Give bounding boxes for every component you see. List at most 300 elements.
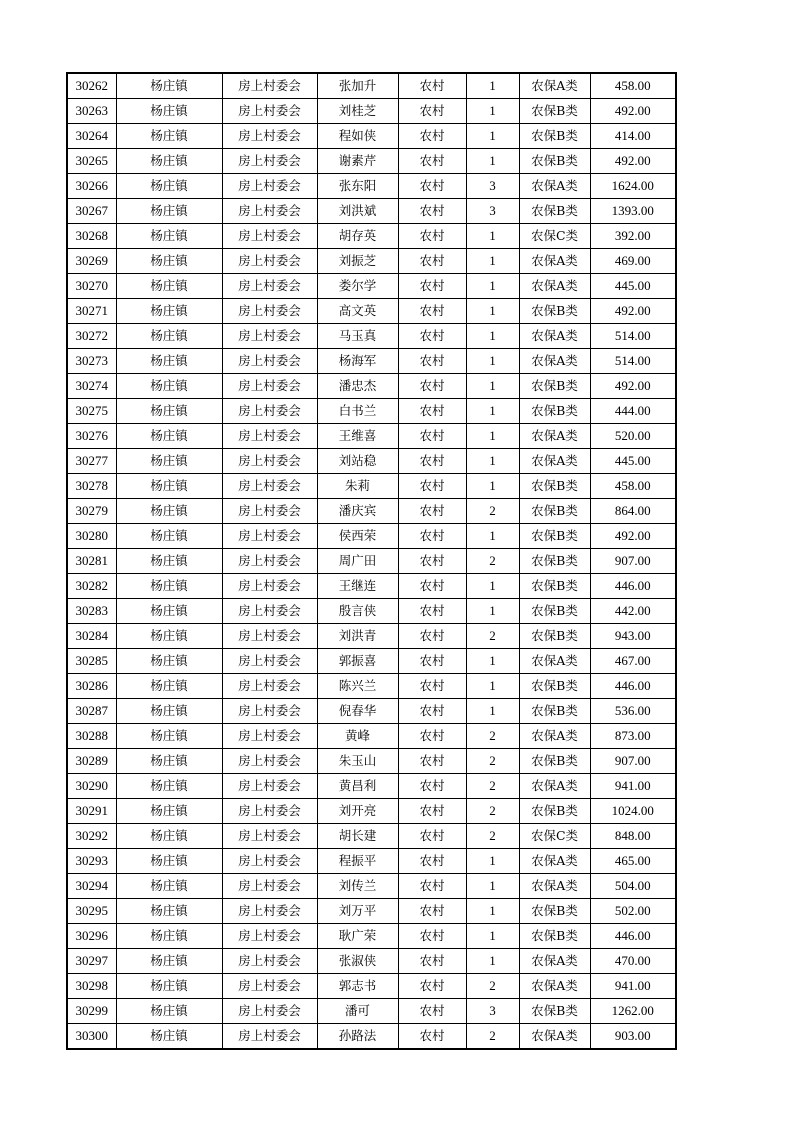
village-committee-cell: 房上村委会 bbox=[222, 574, 317, 599]
person-name-cell: 程振平 bbox=[317, 849, 398, 874]
town-cell: 杨庄镇 bbox=[116, 599, 222, 624]
person-name-cell: 陈兴兰 bbox=[317, 674, 398, 699]
record-id-cell: 30296 bbox=[67, 924, 116, 949]
village-committee-cell: 房上村委会 bbox=[222, 624, 317, 649]
town-cell: 杨庄镇 bbox=[116, 824, 222, 849]
insurance-category-cell: 农保C类 bbox=[519, 824, 590, 849]
insurance-category-cell: 农保B类 bbox=[519, 899, 590, 924]
household-count-cell: 1 bbox=[466, 424, 519, 449]
record-id-cell: 30295 bbox=[67, 899, 116, 924]
insurance-category-cell: 农保A类 bbox=[519, 774, 590, 799]
insurance-category-cell: 农保A类 bbox=[519, 274, 590, 299]
town-cell: 杨庄镇 bbox=[116, 649, 222, 674]
insurance-category-cell: 农保A类 bbox=[519, 349, 590, 374]
record-id-cell: 30266 bbox=[67, 174, 116, 199]
record-id-cell: 30271 bbox=[67, 299, 116, 324]
insurance-category-cell: 农保A类 bbox=[519, 73, 590, 99]
record-id-cell: 30289 bbox=[67, 749, 116, 774]
town-cell: 杨庄镇 bbox=[116, 499, 222, 524]
insurance-category-cell: 农保B类 bbox=[519, 124, 590, 149]
town-cell: 杨庄镇 bbox=[116, 449, 222, 474]
amount-cell: 492.00 bbox=[590, 99, 676, 124]
table-row bbox=[67, 249, 676, 274]
record-id-cell: 30274 bbox=[67, 374, 116, 399]
amount-cell: 873.00 bbox=[590, 724, 676, 749]
table-row bbox=[67, 499, 676, 524]
household-count-cell: 1 bbox=[466, 524, 519, 549]
area-type-cell: 农村 bbox=[398, 849, 466, 874]
amount-cell: 907.00 bbox=[590, 549, 676, 574]
household-count-cell: 2 bbox=[466, 1024, 519, 1050]
household-count-cell: 2 bbox=[466, 499, 519, 524]
person-name-cell: 黄峰 bbox=[317, 724, 398, 749]
amount-cell: 445.00 bbox=[590, 449, 676, 474]
insurance-category-cell: 农保A类 bbox=[519, 949, 590, 974]
area-type-cell: 农村 bbox=[398, 199, 466, 224]
insurance-category-cell: 农保A类 bbox=[519, 249, 590, 274]
village-committee-cell: 房上村委会 bbox=[222, 299, 317, 324]
household-count-cell: 1 bbox=[466, 399, 519, 424]
table-row bbox=[67, 324, 676, 349]
household-count-cell: 1 bbox=[466, 674, 519, 699]
town-cell: 杨庄镇 bbox=[116, 699, 222, 724]
person-name-cell: 刘站稳 bbox=[317, 449, 398, 474]
records-table-body bbox=[67, 73, 676, 1049]
amount-cell: 504.00 bbox=[590, 874, 676, 899]
town-cell: 杨庄镇 bbox=[116, 974, 222, 999]
area-type-cell: 农村 bbox=[398, 874, 466, 899]
area-type-cell: 农村 bbox=[398, 149, 466, 174]
amount-cell: 446.00 bbox=[590, 574, 676, 599]
town-cell: 杨庄镇 bbox=[116, 999, 222, 1024]
village-committee-cell: 房上村委会 bbox=[222, 199, 317, 224]
table-row bbox=[67, 724, 676, 749]
village-committee-cell: 房上村委会 bbox=[222, 699, 317, 724]
area-type-cell: 农村 bbox=[398, 774, 466, 799]
village-committee-cell: 房上村委会 bbox=[222, 824, 317, 849]
town-cell: 杨庄镇 bbox=[116, 149, 222, 174]
table-row bbox=[67, 774, 676, 799]
area-type-cell: 农村 bbox=[398, 649, 466, 674]
household-count-cell: 2 bbox=[466, 824, 519, 849]
area-type-cell: 农村 bbox=[398, 749, 466, 774]
town-cell: 杨庄镇 bbox=[116, 524, 222, 549]
person-name-cell: 侯西荣 bbox=[317, 524, 398, 549]
person-name-cell: 程如侠 bbox=[317, 124, 398, 149]
person-name-cell: 刘振芝 bbox=[317, 249, 398, 274]
table-row bbox=[67, 124, 676, 149]
household-count-cell: 1 bbox=[466, 224, 519, 249]
household-count-cell: 2 bbox=[466, 799, 519, 824]
record-id-cell: 30298 bbox=[67, 974, 116, 999]
person-name-cell: 谢素芹 bbox=[317, 149, 398, 174]
town-cell: 杨庄镇 bbox=[116, 474, 222, 499]
amount-cell: 492.00 bbox=[590, 149, 676, 174]
village-committee-cell: 房上村委会 bbox=[222, 799, 317, 824]
person-name-cell: 马玉真 bbox=[317, 324, 398, 349]
amount-cell: 514.00 bbox=[590, 324, 676, 349]
insurance-category-cell: 农保B类 bbox=[519, 699, 590, 724]
household-count-cell: 1 bbox=[466, 699, 519, 724]
person-name-cell: 耿广荣 bbox=[317, 924, 398, 949]
amount-cell: 392.00 bbox=[590, 224, 676, 249]
area-type-cell: 农村 bbox=[398, 349, 466, 374]
person-name-cell: 王维喜 bbox=[317, 424, 398, 449]
person-name-cell: 王继连 bbox=[317, 574, 398, 599]
table-row bbox=[67, 574, 676, 599]
insurance-category-cell: 农保C类 bbox=[519, 224, 590, 249]
record-id-cell: 30290 bbox=[67, 774, 116, 799]
town-cell: 杨庄镇 bbox=[116, 274, 222, 299]
village-committee-cell: 房上村委会 bbox=[222, 124, 317, 149]
amount-cell: 1024.00 bbox=[590, 799, 676, 824]
person-name-cell: 殷言侠 bbox=[317, 599, 398, 624]
area-type-cell: 农村 bbox=[398, 174, 466, 199]
household-count-cell: 1 bbox=[466, 474, 519, 499]
insurance-category-cell: 农保B类 bbox=[519, 924, 590, 949]
table-row bbox=[67, 349, 676, 374]
area-type-cell: 农村 bbox=[398, 574, 466, 599]
record-id-cell: 30273 bbox=[67, 349, 116, 374]
record-id-cell: 30292 bbox=[67, 824, 116, 849]
town-cell: 杨庄镇 bbox=[116, 674, 222, 699]
person-name-cell: 孙路法 bbox=[317, 1024, 398, 1050]
record-id-cell: 30276 bbox=[67, 424, 116, 449]
area-type-cell: 农村 bbox=[398, 374, 466, 399]
household-count-cell: 1 bbox=[466, 599, 519, 624]
village-committee-cell: 房上村委会 bbox=[222, 399, 317, 424]
amount-cell: 458.00 bbox=[590, 73, 676, 99]
amount-cell: 470.00 bbox=[590, 949, 676, 974]
household-count-cell: 1 bbox=[466, 99, 519, 124]
record-id-cell: 30267 bbox=[67, 199, 116, 224]
record-id-cell: 30291 bbox=[67, 799, 116, 824]
insurance-category-cell: 农保B类 bbox=[519, 674, 590, 699]
area-type-cell: 农村 bbox=[398, 124, 466, 149]
village-committee-cell: 房上村委会 bbox=[222, 974, 317, 999]
record-id-cell: 30282 bbox=[67, 574, 116, 599]
insurance-category-cell: 农保B类 bbox=[519, 524, 590, 549]
insurance-category-cell: 农保B类 bbox=[519, 574, 590, 599]
amount-cell: 941.00 bbox=[590, 974, 676, 999]
household-count-cell: 2 bbox=[466, 624, 519, 649]
area-type-cell: 农村 bbox=[398, 274, 466, 299]
town-cell: 杨庄镇 bbox=[116, 924, 222, 949]
area-type-cell: 农村 bbox=[398, 824, 466, 849]
table-row bbox=[67, 99, 676, 124]
insurance-category-cell: 农保B类 bbox=[519, 299, 590, 324]
amount-cell: 1624.00 bbox=[590, 174, 676, 199]
insurance-category-cell: 农保A类 bbox=[519, 449, 590, 474]
area-type-cell: 农村 bbox=[398, 99, 466, 124]
amount-cell: 442.00 bbox=[590, 599, 676, 624]
village-committee-cell: 房上村委会 bbox=[222, 774, 317, 799]
area-type-cell: 农村 bbox=[398, 599, 466, 624]
household-count-cell: 3 bbox=[466, 174, 519, 199]
village-committee-cell: 房上村委会 bbox=[222, 474, 317, 499]
table-row bbox=[67, 699, 676, 724]
table-row bbox=[67, 224, 676, 249]
town-cell: 杨庄镇 bbox=[116, 549, 222, 574]
household-count-cell: 1 bbox=[466, 374, 519, 399]
household-count-cell: 1 bbox=[466, 849, 519, 874]
village-committee-cell: 房上村委会 bbox=[222, 599, 317, 624]
insurance-category-cell: 农保B类 bbox=[519, 99, 590, 124]
amount-cell: 502.00 bbox=[590, 899, 676, 924]
town-cell: 杨庄镇 bbox=[116, 249, 222, 274]
table-row bbox=[67, 549, 676, 574]
table-row bbox=[67, 174, 676, 199]
village-committee-cell: 房上村委会 bbox=[222, 924, 317, 949]
record-id-cell: 30262 bbox=[67, 73, 116, 99]
amount-cell: 445.00 bbox=[590, 274, 676, 299]
area-type-cell: 农村 bbox=[398, 724, 466, 749]
amount-cell: 520.00 bbox=[590, 424, 676, 449]
area-type-cell: 农村 bbox=[398, 699, 466, 724]
village-committee-cell: 房上村委会 bbox=[222, 249, 317, 274]
table-row bbox=[67, 73, 676, 99]
amount-cell: 536.00 bbox=[590, 699, 676, 724]
village-committee-cell: 房上村委会 bbox=[222, 749, 317, 774]
village-committee-cell: 房上村委会 bbox=[222, 899, 317, 924]
amount-cell: 903.00 bbox=[590, 1024, 676, 1050]
insurance-category-cell: 农保B类 bbox=[519, 599, 590, 624]
village-committee-cell: 房上村委会 bbox=[222, 224, 317, 249]
town-cell: 杨庄镇 bbox=[116, 774, 222, 799]
area-type-cell: 农村 bbox=[398, 224, 466, 249]
insurance-category-cell: 农保A类 bbox=[519, 324, 590, 349]
area-type-cell: 农村 bbox=[398, 549, 466, 574]
area-type-cell: 农村 bbox=[398, 499, 466, 524]
insurance-category-cell: 农保B类 bbox=[519, 199, 590, 224]
village-committee-cell: 房上村委会 bbox=[222, 549, 317, 574]
household-count-cell: 3 bbox=[466, 199, 519, 224]
town-cell: 杨庄镇 bbox=[116, 574, 222, 599]
amount-cell: 1393.00 bbox=[590, 199, 676, 224]
insurance-category-cell: 农保B类 bbox=[519, 999, 590, 1024]
village-committee-cell: 房上村委会 bbox=[222, 949, 317, 974]
household-count-cell: 2 bbox=[466, 724, 519, 749]
insurance-category-cell: 农保B类 bbox=[519, 499, 590, 524]
record-id-cell: 30278 bbox=[67, 474, 116, 499]
village-committee-cell: 房上村委会 bbox=[222, 674, 317, 699]
town-cell: 杨庄镇 bbox=[116, 174, 222, 199]
household-count-cell: 1 bbox=[466, 924, 519, 949]
town-cell: 杨庄镇 bbox=[116, 1024, 222, 1050]
insurance-category-cell: 农保A类 bbox=[519, 1024, 590, 1050]
area-type-cell: 农村 bbox=[398, 624, 466, 649]
household-count-cell: 1 bbox=[466, 249, 519, 274]
insurance-category-cell: 农保A类 bbox=[519, 849, 590, 874]
record-id-cell: 30280 bbox=[67, 524, 116, 549]
town-cell: 杨庄镇 bbox=[116, 899, 222, 924]
town-cell: 杨庄镇 bbox=[116, 224, 222, 249]
table-row bbox=[67, 424, 676, 449]
amount-cell: 446.00 bbox=[590, 924, 676, 949]
table-row bbox=[67, 899, 676, 924]
record-id-cell: 30283 bbox=[67, 599, 116, 624]
household-count-cell: 1 bbox=[466, 124, 519, 149]
insurance-category-cell: 农保A类 bbox=[519, 174, 590, 199]
person-name-cell: 朱玉山 bbox=[317, 749, 398, 774]
village-committee-cell: 房上村委会 bbox=[222, 73, 317, 99]
village-committee-cell: 房上村委会 bbox=[222, 649, 317, 674]
table-row bbox=[67, 974, 676, 999]
person-name-cell: 刘万平 bbox=[317, 899, 398, 924]
insurance-category-cell: 农保A类 bbox=[519, 974, 590, 999]
table-row bbox=[67, 524, 676, 549]
record-id-cell: 30269 bbox=[67, 249, 116, 274]
area-type-cell: 农村 bbox=[398, 524, 466, 549]
amount-cell: 458.00 bbox=[590, 474, 676, 499]
record-id-cell: 30294 bbox=[67, 874, 116, 899]
town-cell: 杨庄镇 bbox=[116, 99, 222, 124]
records-table bbox=[66, 72, 677, 1050]
person-name-cell: 潘庆宾 bbox=[317, 499, 398, 524]
person-name-cell: 刘洪青 bbox=[317, 624, 398, 649]
person-name-cell: 黄昌利 bbox=[317, 774, 398, 799]
village-committee-cell: 房上村委会 bbox=[222, 174, 317, 199]
town-cell: 杨庄镇 bbox=[116, 799, 222, 824]
amount-cell: 414.00 bbox=[590, 124, 676, 149]
person-name-cell: 刘开亮 bbox=[317, 799, 398, 824]
amount-cell: 469.00 bbox=[590, 249, 676, 274]
amount-cell: 492.00 bbox=[590, 374, 676, 399]
amount-cell: 444.00 bbox=[590, 399, 676, 424]
area-type-cell: 农村 bbox=[398, 974, 466, 999]
table-row bbox=[67, 299, 676, 324]
person-name-cell: 郭志书 bbox=[317, 974, 398, 999]
household-count-cell: 2 bbox=[466, 749, 519, 774]
insurance-category-cell: 农保A类 bbox=[519, 874, 590, 899]
record-id-cell: 30268 bbox=[67, 224, 116, 249]
insurance-category-cell: 农保B类 bbox=[519, 624, 590, 649]
town-cell: 杨庄镇 bbox=[116, 724, 222, 749]
village-committee-cell: 房上村委会 bbox=[222, 324, 317, 349]
area-type-cell: 农村 bbox=[398, 924, 466, 949]
insurance-category-cell: 农保B类 bbox=[519, 149, 590, 174]
record-id-cell: 30299 bbox=[67, 999, 116, 1024]
person-name-cell: 胡长建 bbox=[317, 824, 398, 849]
area-type-cell: 农村 bbox=[398, 674, 466, 699]
area-type-cell: 农村 bbox=[398, 249, 466, 274]
area-type-cell: 农村 bbox=[398, 424, 466, 449]
household-count-cell: 1 bbox=[466, 949, 519, 974]
area-type-cell: 农村 bbox=[398, 474, 466, 499]
record-id-cell: 30297 bbox=[67, 949, 116, 974]
person-name-cell: 张淑侠 bbox=[317, 949, 398, 974]
record-id-cell: 30264 bbox=[67, 124, 116, 149]
table-row bbox=[67, 649, 676, 674]
village-committee-cell: 房上村委会 bbox=[222, 374, 317, 399]
insurance-category-cell: 农保B类 bbox=[519, 749, 590, 774]
table-row bbox=[67, 599, 676, 624]
amount-cell: 446.00 bbox=[590, 674, 676, 699]
household-count-cell: 1 bbox=[466, 874, 519, 899]
area-type-cell: 农村 bbox=[398, 324, 466, 349]
village-committee-cell: 房上村委会 bbox=[222, 149, 317, 174]
area-type-cell: 农村 bbox=[398, 399, 466, 424]
person-name-cell: 潘可 bbox=[317, 999, 398, 1024]
household-count-cell: 1 bbox=[466, 73, 519, 99]
town-cell: 杨庄镇 bbox=[116, 624, 222, 649]
amount-cell: 943.00 bbox=[590, 624, 676, 649]
table-row bbox=[67, 149, 676, 174]
insurance-category-cell: 农保B类 bbox=[519, 799, 590, 824]
record-id-cell: 30263 bbox=[67, 99, 116, 124]
household-count-cell: 1 bbox=[466, 349, 519, 374]
area-type-cell: 农村 bbox=[398, 449, 466, 474]
village-committee-cell: 房上村委会 bbox=[222, 874, 317, 899]
record-id-cell: 30287 bbox=[67, 699, 116, 724]
household-count-cell: 1 bbox=[466, 299, 519, 324]
table-row bbox=[67, 824, 676, 849]
amount-cell: 907.00 bbox=[590, 749, 676, 774]
town-cell: 杨庄镇 bbox=[116, 749, 222, 774]
household-count-cell: 1 bbox=[466, 149, 519, 174]
village-committee-cell: 房上村委会 bbox=[222, 999, 317, 1024]
insurance-category-cell: 农保A类 bbox=[519, 724, 590, 749]
village-committee-cell: 房上村委会 bbox=[222, 499, 317, 524]
table-row bbox=[67, 924, 676, 949]
table-row bbox=[67, 374, 676, 399]
household-count-cell: 3 bbox=[466, 999, 519, 1024]
table-row bbox=[67, 674, 676, 699]
person-name-cell: 刘洪斌 bbox=[317, 199, 398, 224]
amount-cell: 514.00 bbox=[590, 349, 676, 374]
area-type-cell: 农村 bbox=[398, 1024, 466, 1050]
area-type-cell: 农村 bbox=[398, 73, 466, 99]
amount-cell: 465.00 bbox=[590, 849, 676, 874]
insurance-category-cell: 农保A类 bbox=[519, 424, 590, 449]
insurance-category-cell: 农保B类 bbox=[519, 399, 590, 424]
amount-cell: 941.00 bbox=[590, 774, 676, 799]
record-id-cell: 30284 bbox=[67, 624, 116, 649]
person-name-cell: 倪春华 bbox=[317, 699, 398, 724]
record-id-cell: 30279 bbox=[67, 499, 116, 524]
person-name-cell: 杨海军 bbox=[317, 349, 398, 374]
amount-cell: 1262.00 bbox=[590, 999, 676, 1024]
area-type-cell: 农村 bbox=[398, 899, 466, 924]
person-name-cell: 白书兰 bbox=[317, 399, 398, 424]
person-name-cell: 潘忠杰 bbox=[317, 374, 398, 399]
town-cell: 杨庄镇 bbox=[116, 374, 222, 399]
record-id-cell: 30277 bbox=[67, 449, 116, 474]
table-row bbox=[67, 849, 676, 874]
household-count-cell: 1 bbox=[466, 274, 519, 299]
record-id-cell: 30285 bbox=[67, 649, 116, 674]
town-cell: 杨庄镇 bbox=[116, 199, 222, 224]
village-committee-cell: 房上村委会 bbox=[222, 849, 317, 874]
table-row bbox=[67, 399, 676, 424]
town-cell: 杨庄镇 bbox=[116, 399, 222, 424]
town-cell: 杨庄镇 bbox=[116, 349, 222, 374]
amount-cell: 492.00 bbox=[590, 524, 676, 549]
table-row bbox=[67, 749, 676, 774]
amount-cell: 864.00 bbox=[590, 499, 676, 524]
table-row bbox=[67, 799, 676, 824]
record-id-cell: 30288 bbox=[67, 724, 116, 749]
table-row bbox=[67, 449, 676, 474]
person-name-cell: 刘桂芝 bbox=[317, 99, 398, 124]
amount-cell: 848.00 bbox=[590, 824, 676, 849]
household-count-cell: 1 bbox=[466, 449, 519, 474]
household-count-cell: 2 bbox=[466, 549, 519, 574]
record-id-cell: 30300 bbox=[67, 1024, 116, 1050]
village-committee-cell: 房上村委会 bbox=[222, 99, 317, 124]
village-committee-cell: 房上村委会 bbox=[222, 349, 317, 374]
town-cell: 杨庄镇 bbox=[116, 73, 222, 99]
